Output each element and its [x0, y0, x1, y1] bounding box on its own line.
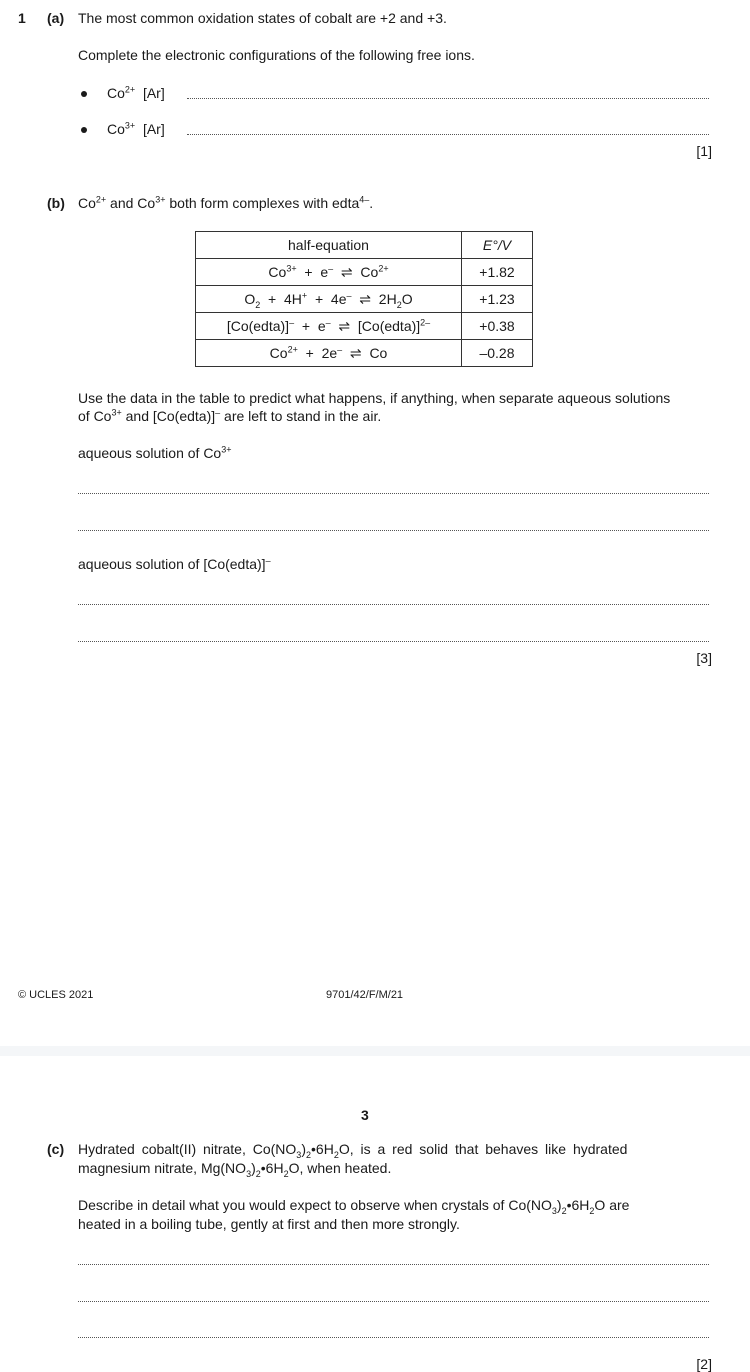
answer-line[interactable] [78, 641, 709, 642]
answer-line[interactable] [78, 1337, 709, 1338]
table-header-e-value: E°/V [462, 232, 533, 259]
part-c-question-line1: Describe in detail what you would expect to observe when crystals of $Co(NO_3)_2•6H_2O$ are [78, 1197, 630, 1216]
table-row [196, 286, 533, 313]
half-equation-cell: $Co^{2+} + 2e^-$ ⇌ Co [196, 340, 462, 367]
footer-copyright: © UCLES 2021 [18, 989, 94, 1001]
answer-line-co3[interactable] [187, 134, 709, 135]
marks-a: [1] [696, 143, 712, 159]
table-row [196, 259, 533, 286]
marks-c: [2] [696, 1356, 712, 1372]
part-c-line1: Hydrated cobalt(II) nitrate, $Co(NO_3)_2•6H_2O$, is a red solid that behaves like hydrated [78, 1141, 628, 1160]
answer-line[interactable] [78, 1301, 709, 1302]
sub-question-co3: aqueous solution of $Co^{3+}$ [78, 444, 232, 461]
half-equation-cell: [Co(edta)]– + e– ⇌ [Co(edta)]$^{2-}$ [196, 313, 462, 340]
bullet-icon [81, 91, 87, 97]
page-number: 3 [361, 1107, 369, 1123]
electrode-potential-table [195, 231, 533, 367]
answer-line[interactable] [78, 604, 709, 605]
table-row [196, 313, 533, 340]
bullet-icon [81, 127, 87, 133]
table-header-half-equation: half-equation [196, 232, 462, 259]
question-number: 1 [18, 10, 26, 26]
part-b-question-line1: Use the data in the table to predict what happens, if anything, when separate aqueous solutions [78, 390, 671, 406]
e-value-cell: –0.28 [462, 340, 533, 367]
e-value-cell: +0.38 [462, 313, 533, 340]
part-c-line2: magnesium nitrate, $Mg(NO_3)_2•6H_2O$, when heated. [78, 1160, 392, 1179]
answer-line[interactable] [78, 530, 709, 531]
part-b-intro: $Co^{2+}$ and $Co^{3+}$ both form complexes with edta$^{4-}$. [78, 194, 374, 211]
footer-paper-code: 9701/42/F/M/21 [326, 989, 404, 1001]
answer-line-co2[interactable] [187, 98, 709, 99]
marks-b: [3] [696, 650, 712, 666]
part-c-question-line2: heated in a boiling tube, gently at first and then more strongly. [78, 1216, 460, 1232]
table-row [196, 340, 533, 367]
ion-co2-label: $Co^{2+}$ [Ar] [107, 84, 165, 101]
part-b-question-line2: of $Co^{3+}$ and [Co(edta)]– are left to stand in the air. [78, 407, 382, 424]
e-value-cell: +1.82 [462, 259, 533, 286]
part-a-intro: The most common oxidation states of cobalt are +2 and +3. [78, 10, 447, 26]
answer-line[interactable] [78, 493, 709, 494]
part-b-label: (b) [47, 195, 65, 211]
answer-line[interactable] [78, 1264, 709, 1265]
half-equation-cell: $Co^{3+} + e^-$ ⇌ $Co^{2+}$ [196, 259, 462, 286]
ion-co3-label: $Co^{3+}$ [Ar] [107, 120, 165, 137]
sub-question-coedta: aqueous solution of [Co(edta)]– [78, 555, 271, 572]
e-value-cell: +1.23 [462, 286, 533, 313]
part-a-label: (a) [47, 10, 65, 26]
part-c-label: (c) [47, 1141, 65, 1157]
half-equation-cell: $O_2 + 4H^+ + 4e^-$ ⇌ $2H_2O$ [196, 286, 462, 313]
page-separator [0, 1046, 750, 1056]
part-a-instruction: Complete the electronic configurations of the following free ions. [78, 47, 475, 63]
